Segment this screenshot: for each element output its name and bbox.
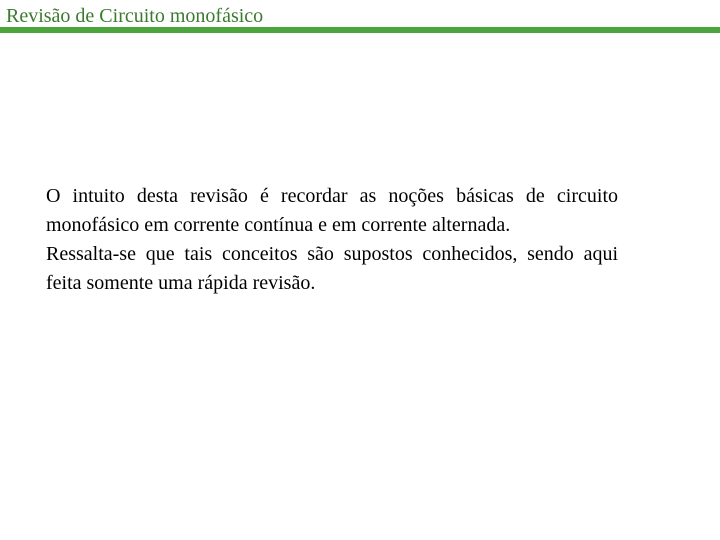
title-underline [0, 27, 720, 33]
slide-title: Revisão de Circuito monofásico [6, 5, 264, 27]
slide-body [46, 182, 618, 298]
body-paragraph-note: Ressalta-se que tais conceitos são supostos conhecidos, sendo aqui feita somente uma rápida revisão. [46, 243, 618, 294]
body-paragraph-intro: O intuito desta revisão é recordar as noções básicas de circuito monofásico em corrente contínua e em corrente alternada. [46, 185, 618, 236]
